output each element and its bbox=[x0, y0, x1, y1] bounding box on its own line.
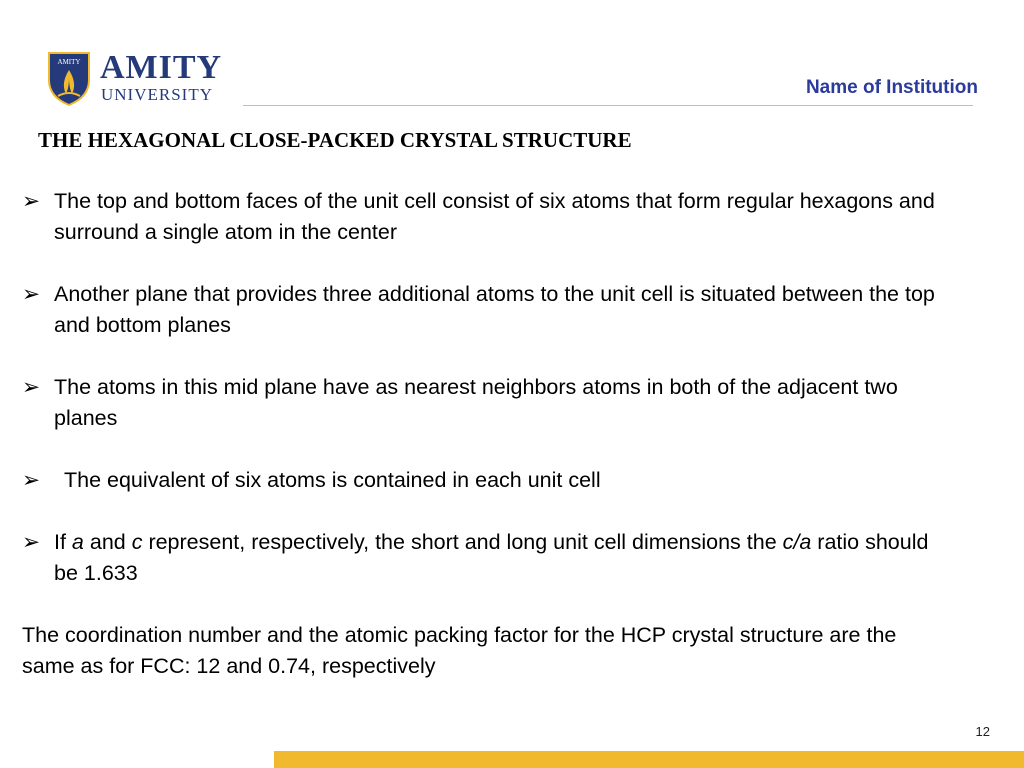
bullet5-text-1: If bbox=[54, 530, 72, 554]
arrow-bullet-icon: ➢ bbox=[22, 375, 41, 399]
bullet5-text-3: represent, respectively, the short and long unit cell dimensions the bbox=[142, 530, 783, 554]
variable-c: c bbox=[131, 530, 143, 554]
slide-title: THE HEXAGONAL CLOSE-PACKED CRYSTAL STRUCTURE bbox=[38, 128, 632, 152]
bullet-text: The atoms in this mid plane have as nearest neighbors atoms in both of the adjacent two planes bbox=[54, 375, 898, 430]
ratio-c-over-a: c/a bbox=[782, 530, 812, 554]
bullet-text bbox=[54, 530, 928, 585]
bullet-text: Another plane that provides three additional atoms to the unit cell is situated between the top and bottom planes bbox=[54, 282, 935, 337]
header-divider bbox=[243, 105, 973, 106]
bullet-item bbox=[22, 372, 952, 434]
bullet-text: The equivalent of six atoms is contained in each unit cell bbox=[64, 468, 601, 492]
logo-wordmark: AMITY bbox=[100, 49, 223, 86]
bullet-item bbox=[22, 279, 952, 341]
amity-shield-icon bbox=[46, 50, 92, 106]
bullet-text: The top and bottom faces of the unit cell consist of six atoms that form regular hexagons and surround a single atom in the center bbox=[54, 189, 935, 244]
arrow-bullet-icon: ➢ bbox=[22, 530, 41, 554]
footer-bar bbox=[274, 751, 1024, 768]
bullet5-text-4: ratio should be 1.633 bbox=[54, 530, 929, 585]
arrow-bullet-icon: ➢ bbox=[22, 282, 41, 306]
logo-subwordmark: UNIVERSITY bbox=[101, 85, 213, 104]
bullet5-text-2: and bbox=[83, 530, 132, 554]
bullet-item bbox=[22, 186, 952, 248]
page-number: 12 bbox=[975, 724, 990, 739]
variable-a: a bbox=[71, 530, 84, 554]
logo-shield-label: AMITY bbox=[57, 58, 81, 66]
arrow-bullet-icon: ➢ bbox=[22, 468, 41, 492]
amity-logo bbox=[46, 50, 226, 110]
slide-body bbox=[22, 186, 952, 682]
bullet-item bbox=[22, 527, 952, 589]
summary-paragraph: The coordination number and the atomic packing factor for the HCP crystal structure are the same as for FCC: 12 and 0.74, respectively bbox=[22, 623, 897, 678]
bullet-item bbox=[22, 465, 952, 496]
institution-name: Name of Institution bbox=[805, 77, 978, 98]
arrow-bullet-icon: ➢ bbox=[22, 189, 41, 213]
